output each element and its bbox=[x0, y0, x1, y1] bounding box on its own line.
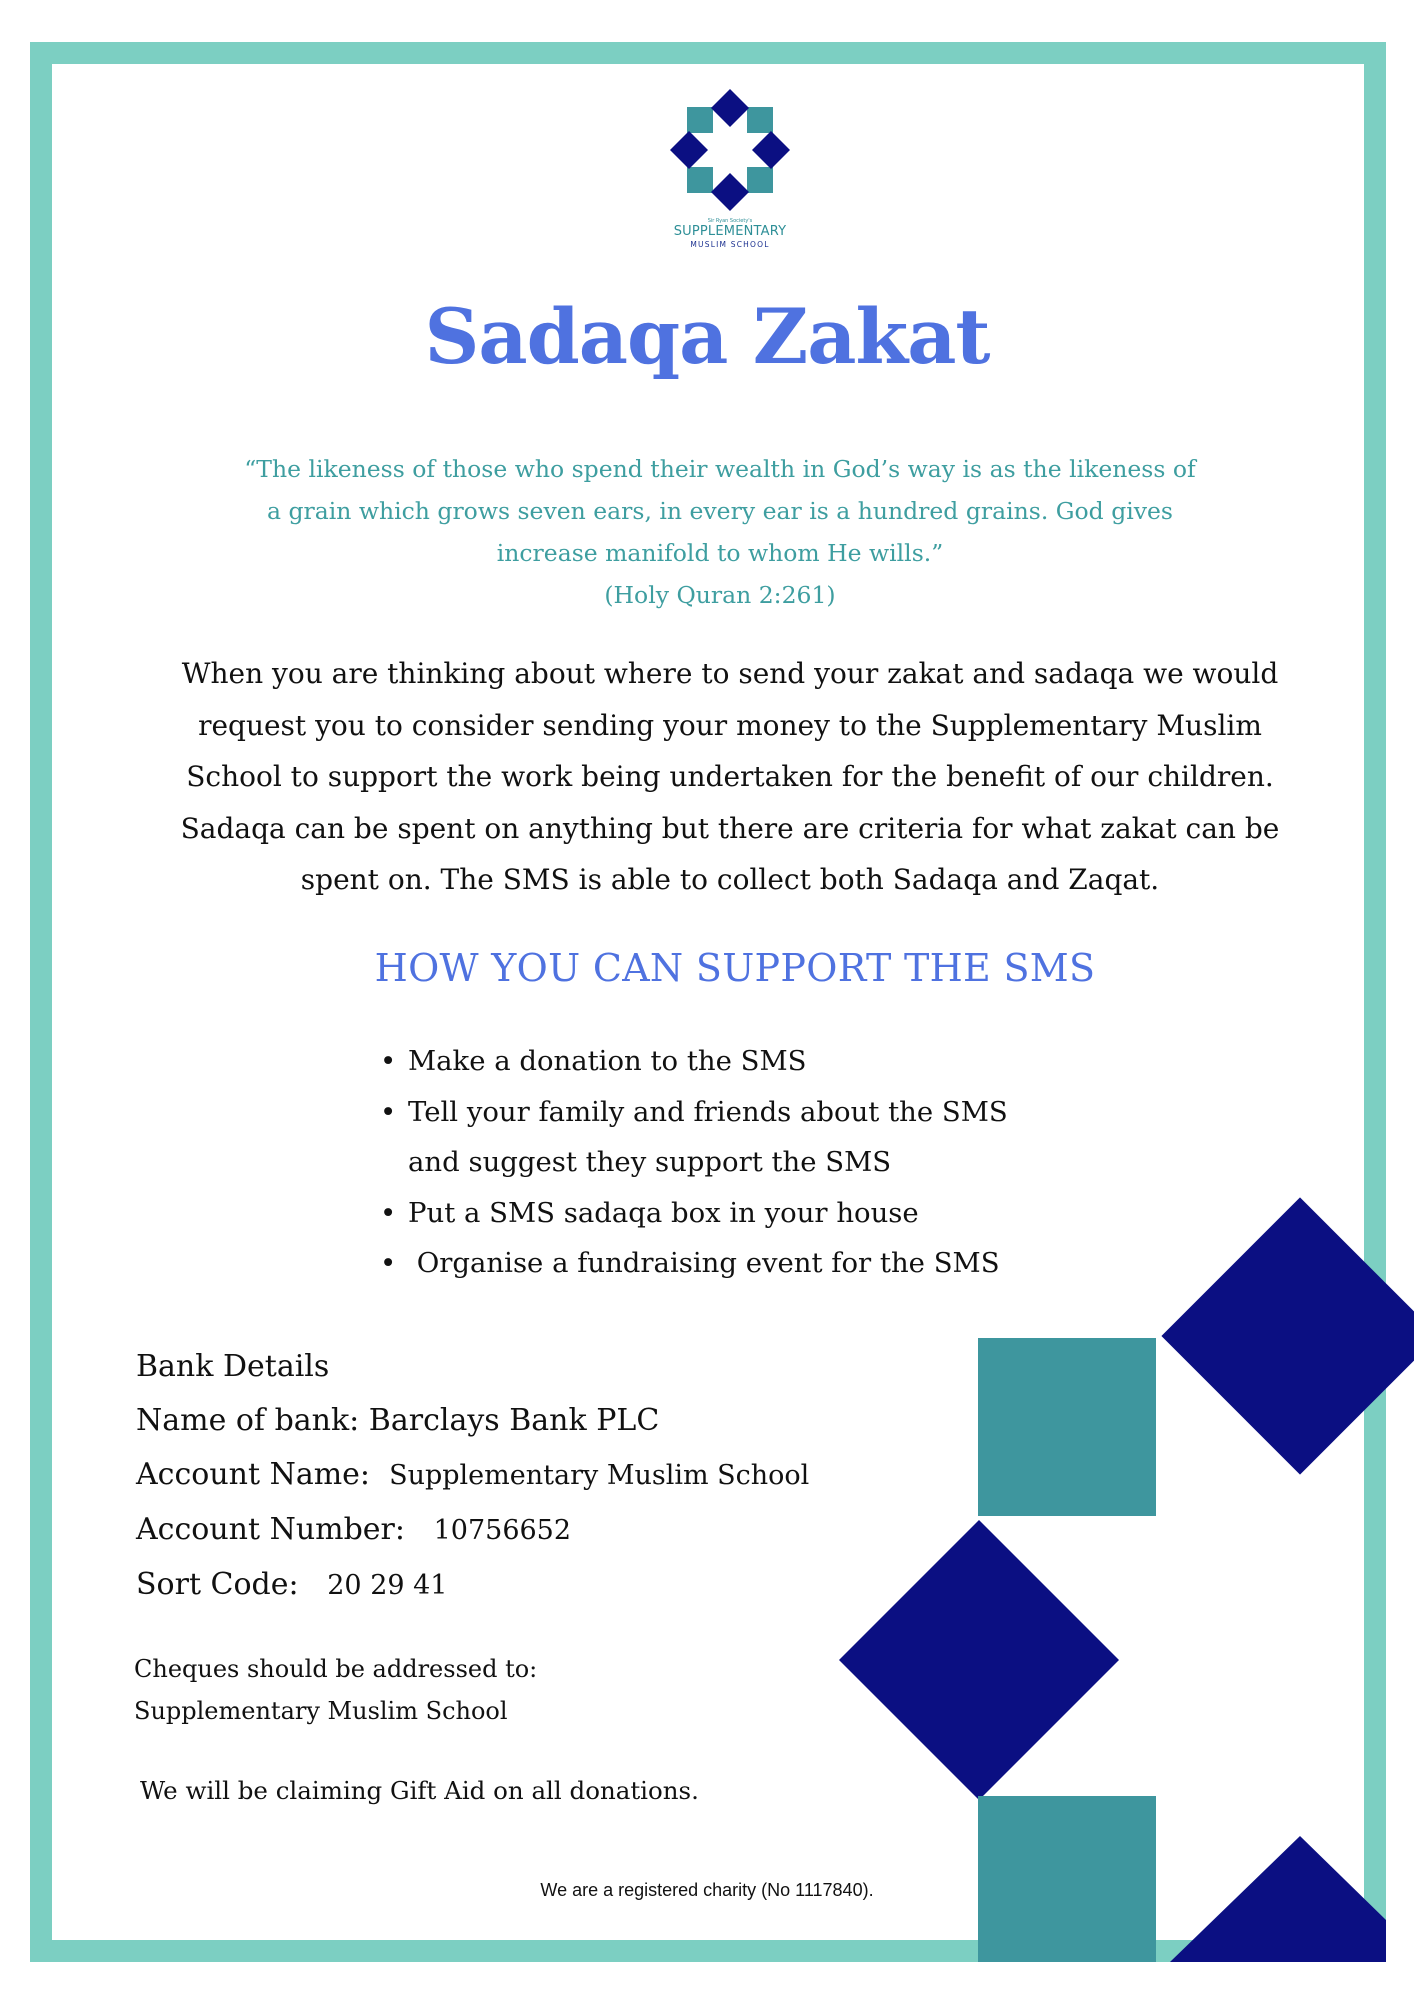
gift-aid-note: We will be claiming Gift Aid on all donations. bbox=[140, 1776, 699, 1805]
page-title: Sadaqa Zakat bbox=[424, 292, 990, 381]
list-item-text: Tell your family and friends about the SMS bbox=[408, 1095, 1008, 1128]
account-name-value: Supplementary Muslim School bbox=[389, 1460, 810, 1491]
sort-code-label: Sort Code: bbox=[136, 1567, 299, 1602]
account-number-label: Account Number: bbox=[136, 1512, 405, 1547]
logo-small-text: Sir Ryan Society's bbox=[707, 218, 753, 224]
bank-name: Name of bank: Barclays Bank PLC bbox=[136, 1403, 660, 1438]
quran-quote bbox=[220, 448, 1220, 616]
bank-details-heading: Bank Details bbox=[136, 1349, 330, 1384]
list-item-text: Put a SMS sadaqa box in your house bbox=[408, 1196, 919, 1229]
bullet-icon: • bbox=[380, 1247, 397, 1279]
sort-code-row bbox=[136, 1558, 809, 1613]
bank-details bbox=[136, 1340, 809, 1613]
bullet-icon: • bbox=[380, 1095, 397, 1128]
support-list bbox=[380, 1036, 1008, 1289]
intro-line: spent on. The SMS is able to collect both Sadaqa and Zaqat. bbox=[300, 863, 1160, 896]
decor-teal-square-1 bbox=[978, 1338, 1156, 1516]
logo-name-line1: SUPPLEMENTARY bbox=[673, 224, 787, 239]
intro-paragraph bbox=[140, 648, 1320, 906]
sort-code-value: 20 29 41 bbox=[327, 1570, 448, 1601]
list-item-text: Organise a fundraising event for the SMS bbox=[408, 1247, 1000, 1279]
quote-line: “The likeness of those who spend their wealth in God’s way is as the likeness of bbox=[244, 455, 1196, 483]
list-item-text: Make a donation to the SMS bbox=[408, 1045, 807, 1077]
intro-line: School to support the work being undertaken for the benefit of our children. bbox=[186, 760, 1274, 793]
support-heading: HOW YOU CAN SUPPORT THE SMS bbox=[374, 946, 1096, 990]
quote-line: a grain which grows seven ears, in every ear is a hundred grains. God gives bbox=[266, 497, 1173, 525]
charity-footer: We are a registered charity (No 1117840). bbox=[540, 1880, 874, 1900]
geometric-star-logo-icon bbox=[660, 86, 800, 216]
bullet-icon: • bbox=[380, 1196, 397, 1229]
quote-line: increase manifold to whom He wills.” bbox=[496, 539, 944, 567]
account-number-value: 10756652 bbox=[433, 1515, 572, 1546]
list-item bbox=[380, 1087, 1008, 1138]
cheques-payee: Supplementary Muslim School bbox=[134, 1697, 508, 1725]
account-name-label: Account Name: bbox=[136, 1457, 371, 1492]
quote-source: (Holy Quran 2:261) bbox=[604, 581, 836, 609]
intro-line: When you are thinking about where to send your zakat and sadaqa we would bbox=[181, 657, 1279, 690]
logo-name-line2: MUSLIM SCHOOL bbox=[690, 240, 770, 249]
decor-teal-square-2 bbox=[978, 1796, 1156, 1962]
list-item bbox=[380, 1036, 1008, 1087]
intro-line: request you to consider sending your money to the Supplementary Muslim bbox=[198, 708, 1262, 742]
bullet-icon: • bbox=[380, 1045, 397, 1077]
school-logo bbox=[660, 86, 800, 254]
cheques-info bbox=[134, 1648, 537, 1732]
intro-line: Sadaqa can be spent on anything but there are criteria for what zakat can be bbox=[180, 811, 1280, 845]
list-item bbox=[380, 1238, 1008, 1289]
account-number-row bbox=[136, 1503, 809, 1558]
cheques-line: Cheques should be addressed to: bbox=[134, 1655, 538, 1683]
list-item bbox=[380, 1188, 1008, 1239]
list-item-continuation: and suggest they support the SMS bbox=[408, 1146, 892, 1178]
account-name-row bbox=[136, 1448, 809, 1503]
